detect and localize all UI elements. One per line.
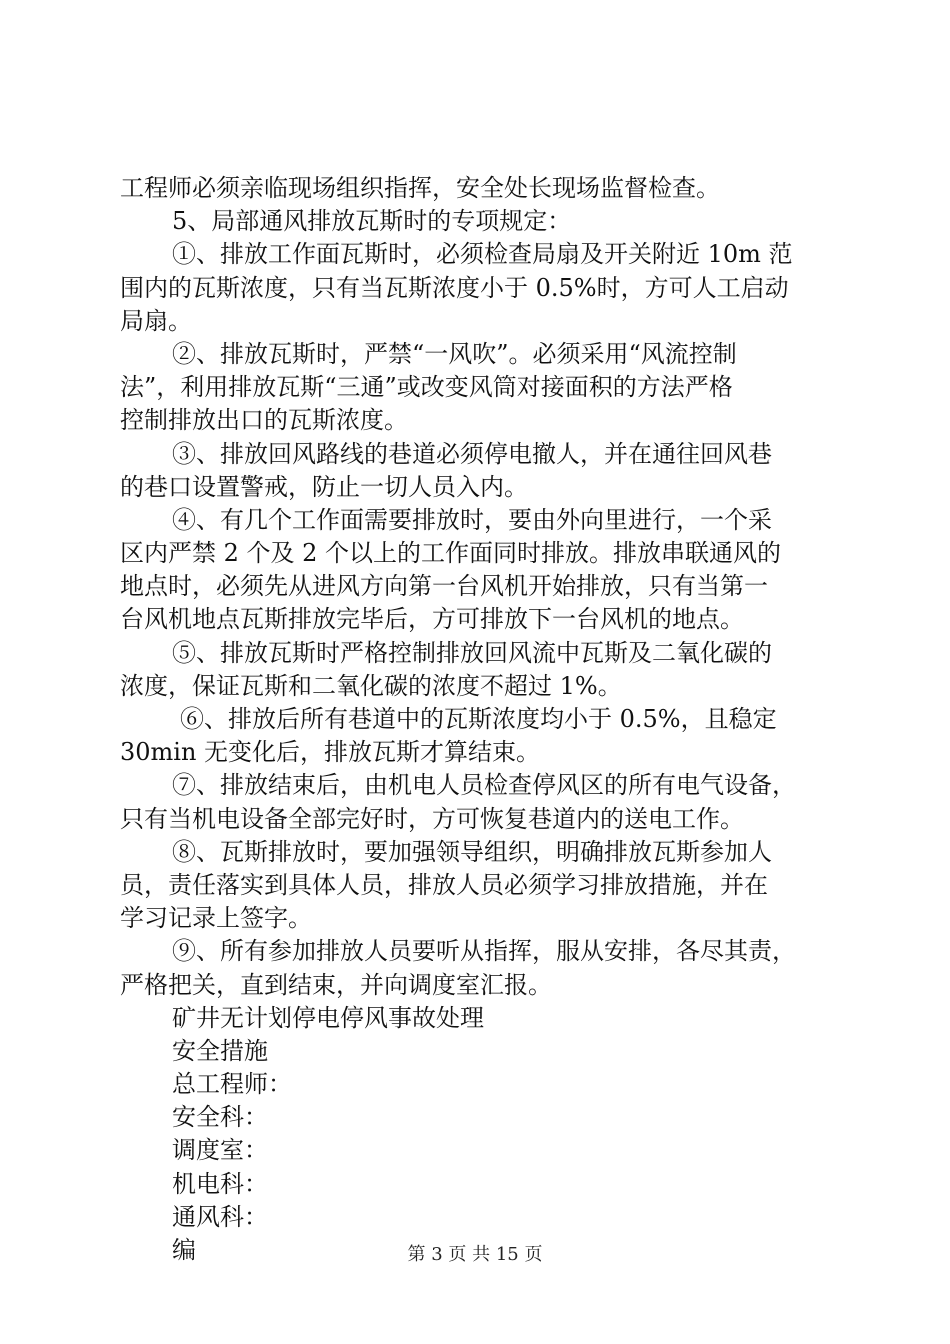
signature-field: 通风科： [172, 1202, 268, 1231]
paragraph-line: ②、排放瓦斯时，严禁“一风吹”。必须采用“风流控制 [172, 339, 737, 368]
paragraph-line: 员，责任落实到具体人员，排放人员必须学习排放措施，并在 [120, 870, 768, 899]
paragraph-line: ①、排放工作面瓦斯时，必须检查局扇及开关附近 10m 范 [172, 240, 793, 269]
paragraph-line: 的巷口设置警戒，防止一切人员入内。 [120, 472, 528, 501]
signature-field: 机电科： [172, 1169, 268, 1198]
paragraph-line: 控制排放出口的瓦斯浓度。 [120, 406, 408, 435]
paragraph-line: 围内的瓦斯浓度，只有当瓦斯浓度小于 0.5%时，方可人工启动 [120, 273, 789, 302]
paragraph-line: 法”，利用排放瓦斯“三通”或改变风筒对接面积的方法严格 [120, 373, 733, 402]
paragraph-line: ⑨、所有参加排放人员要听从指挥，服从安排，各尽其责， [172, 937, 796, 966]
paragraph-line: ④、有几个工作面需要排放时，要由外向里进行，一个采 [172, 505, 772, 534]
document-body [120, 172, 832, 1267]
signature-field: 总工程师： [172, 1070, 292, 1099]
paragraph-line: ⑧、瓦斯排放时，要加强领导组织，明确排放瓦斯参加人 [172, 837, 772, 866]
paragraph-line: 浓度，保证瓦斯和二氧化碳的浓度不超过 1%。 [120, 671, 622, 700]
paragraph-line: 严格把关，直到结束，并向调度室汇报。 [120, 970, 552, 999]
text-line: 工程师必须亲临现场组织指挥，安全处长现场监督检查。 [120, 174, 720, 202]
section-heading: 5、局部通风排放瓦斯时的专项规定： [172, 207, 572, 236]
page-number-footer: 第 3 页 共 15 页 [407, 1244, 543, 1265]
paragraph-line: ③、排放回风路线的巷道必须停电撤人，并在通往回风巷 [172, 439, 772, 468]
document-subtitle: 矿井无计划停电停风事故处理 [172, 1003, 484, 1032]
paragraph-line: ⑦、排放结束后，由机电人员检查停风区的所有电气设备， [172, 771, 796, 800]
paragraph-line: 局扇。 [120, 306, 192, 335]
paragraph-line: 地点时，必须先从进风方向第一台风机开始排放，只有当第一 [120, 572, 768, 601]
paragraph-line: 只有当机电设备全部完好时，方可恢复巷道内的送电工作。 [120, 804, 744, 833]
paragraph-line: ⑤、排放瓦斯时严格控制排放回风流中瓦斯及二氧化碳的 [172, 638, 772, 667]
paragraph-line: ⑥、排放后所有巷道中的瓦斯浓度均小于 0.5%，且稳定 [180, 705, 777, 733]
signature-field: 编 [172, 1236, 196, 1264]
paragraph-line: 台风机地点瓦斯排放完毕后，方可排放下一台风机的地点。 [120, 605, 744, 634]
paragraph-line: 学习记录上签字。 [120, 904, 312, 933]
signature-field: 调度室： [172, 1136, 268, 1165]
paragraph-line: 区内严禁 2 个及 2 个以上的工作面同时排放。排放串联通风的 [120, 539, 782, 568]
paragraph-line: 30min 无变化后，排放瓦斯才算结束。 [120, 738, 541, 767]
document-subtitle: 安全措施 [172, 1036, 268, 1065]
signature-field: 安全科： [172, 1103, 268, 1132]
